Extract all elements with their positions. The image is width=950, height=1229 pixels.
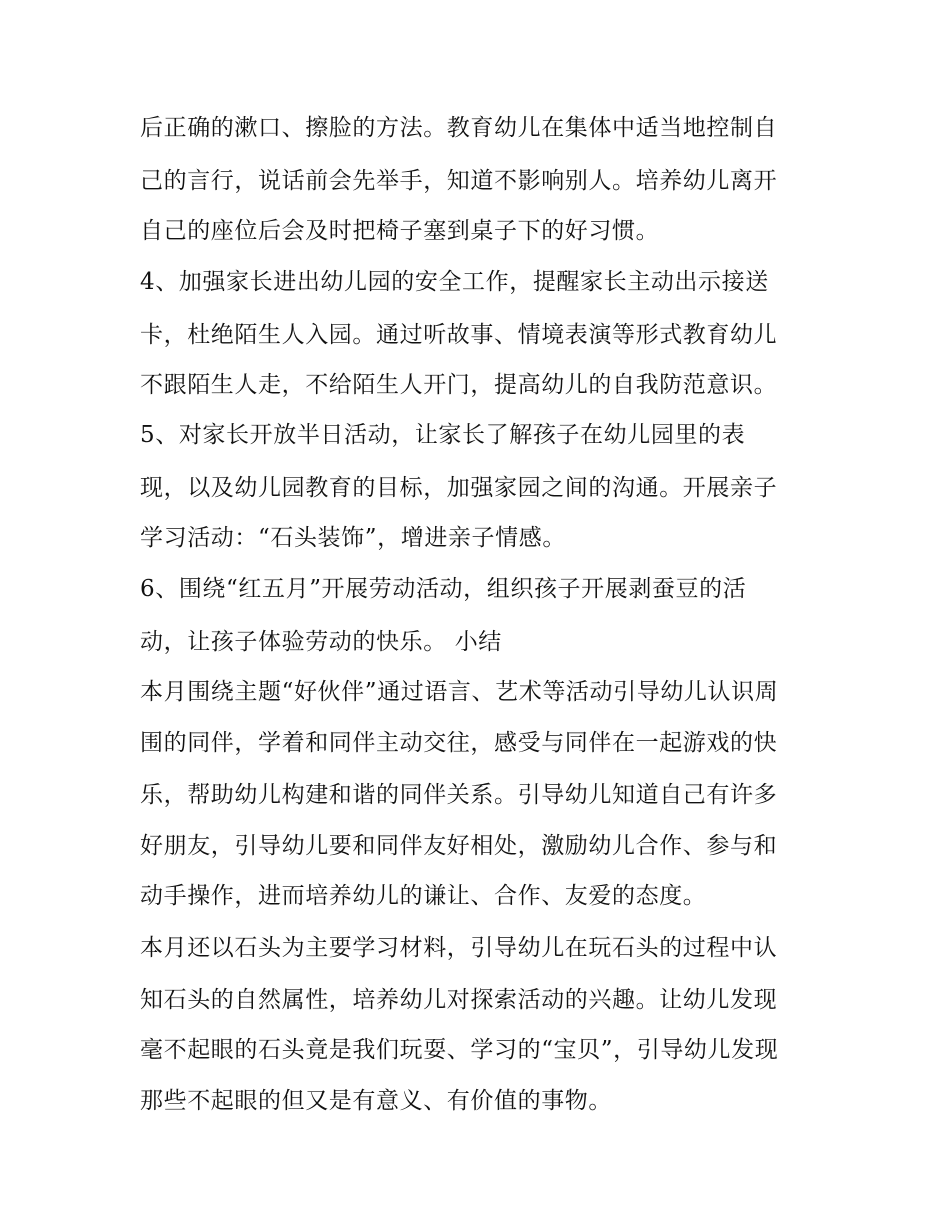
text-line: 那些不起眼的但又是有意义、有价值的事物。 [140, 1088, 612, 1114]
text-line: 好朋友，引导幼儿要和同伴友好相处，激励幼儿合作、参与和 [140, 833, 778, 859]
text-line: 卡，杜绝陌生人入园。通过听故事、情境表演等形式教育幼儿 [140, 322, 778, 348]
text-line: 毫不起眼的石头竟是我们玩耍、学习的“宝贝”，引导幼儿发现 [140, 1037, 779, 1063]
text-line: 知石头的自然属性，培养幼儿对探索活动的兴趣。让幼儿发现 [140, 987, 778, 1013]
text-line: 本月还以石头为主要学习材料，引导幼儿在玩石头的过程中认 [140, 935, 778, 961]
text-line: 围的同伴，学着和同伴主动交往，感受与同伴在一起游戏的快 [140, 730, 778, 756]
text-line: 己的言行，说话前会先举手，知道不影响别人。培养幼儿离开 [140, 168, 778, 194]
text-line: 本月围绕主题“好伙伴”通过语言、艺术等活动引导幼儿认识周 [140, 679, 779, 705]
text-line: 5、对家长开放半日活动，让家长了解孩子在幼儿园里的表 [140, 422, 746, 448]
text-line: 动，让孩子体验劳动的快乐。 小结 [140, 629, 502, 655]
text-line: 6、围绕“红五月”开展劳动活动，组织孩子开展剥蚕豆的活 [140, 576, 747, 602]
text-line: 学习活动：“石头装饰”，增进亲子情感。 [140, 525, 566, 551]
text-line: 自己的座位后会及时把椅子塞到桌子下的好习惯。 [140, 218, 660, 244]
text-line: 现，以及幼儿园教育的目标，加强家园之间的沟通。开展亲子 [140, 475, 778, 501]
text-line: 动手操作，进而培养幼儿的谦让、合作、友爱的态度。 [140, 883, 707, 909]
text-line: 4、加强家长进出幼儿园的安全工作，提醒家长主动出示接送 [140, 269, 769, 295]
text-line: 后正确的漱口、擦脸的方法。教育幼儿在集体中适当地控制自 [140, 115, 778, 141]
text-line: 不跟陌生人走，不给陌生人开门，提高幼儿的自我防范意识。 [140, 372, 778, 398]
text-line: 乐，帮助幼儿构建和谐的同伴关系。引导幼儿知道自己有许多 [140, 782, 778, 808]
